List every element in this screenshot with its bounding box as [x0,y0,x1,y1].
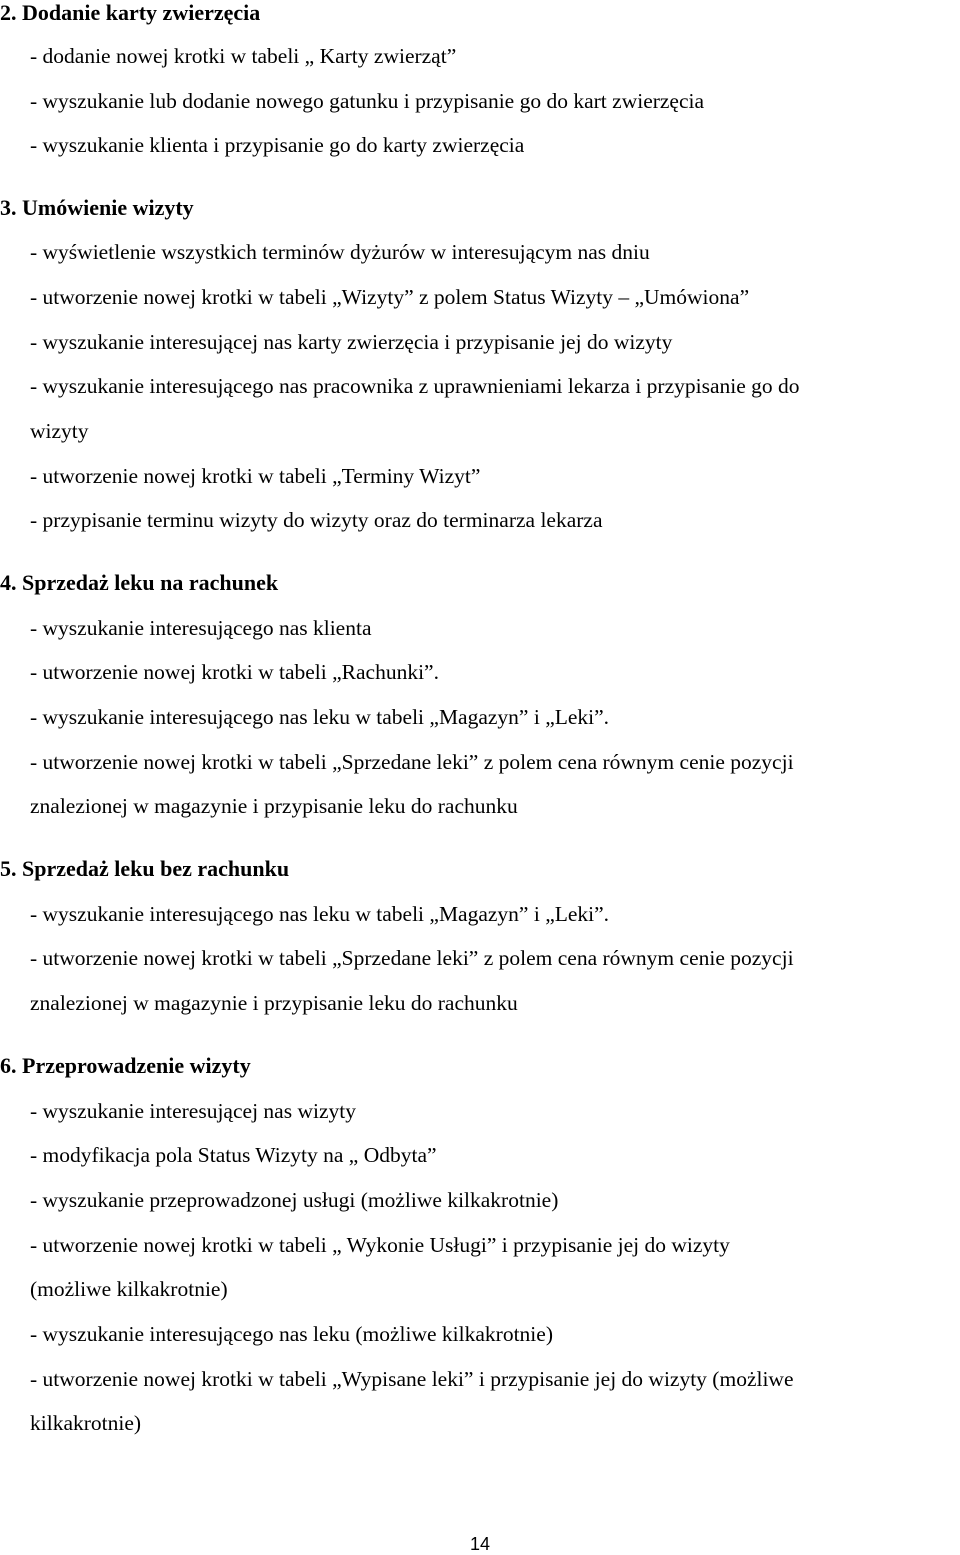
list-item: - utworzenie nowej krotki w tabeli „Sprzedane leki” z polem cena równym cenie pozycji [30,946,794,970]
list-item: - wyszukanie interesującej nas karty zwierzęcia i przypisanie jej do wizyty [30,330,673,354]
list-item: - utworzenie nowej krotki w tabeli „ Wykonie Usługi” i przypisanie jej do wizyty [30,1233,730,1257]
list-item: - wyszukanie lub dodanie nowego gatunku i przypisanie go do kart zwierzęcia [30,89,705,113]
list-item: kilkakrotnie) [30,1411,142,1435]
list-item: - wyszukanie klienta i przypisanie go do karty zwierzęcia [30,133,525,157]
list-item: - utworzenie nowej krotki w tabeli „Sprzedane leki” z polem cena równym cenie pozycji [30,750,794,774]
list-item: - wyszukanie interesującego nas leku (możliwe kilkakrotnie) [30,1322,553,1346]
section-heading: 3. Umówienie wizyty [0,195,194,220]
section-heading: 4. Sprzedaż leku na rachunek [0,570,279,595]
list-item: (możliwe kilkakrotnie) [30,1277,228,1301]
list-item: - utworzenie nowej krotki w tabeli „Rachunki”. [30,660,439,684]
list-item: - wyszukanie interesującego nas leku w tabeli „Magazyn” i „Leki”. [30,705,610,729]
list-item: - wyszukanie przeprowadzonej usługi (możliwe kilkakrotnie) [30,1188,559,1212]
list-item: - modyfikacja pola Status Wizyty na „ Odbyta” [30,1143,437,1167]
list-item: - utworzenie nowej krotki w tabeli „Wypisane leki” i przypisanie jej do wizyty (możliwe [30,1367,794,1391]
list-item: - dodanie nowej krotki w tabeli „ Karty zwierząt” [30,44,457,68]
list-item: - utworzenie nowej krotki w tabeli „Wizyty” z polem Status Wizyty – „Umówiona” [30,285,750,309]
list-item: znalezionej w magazynie i przypisanie leku do rachunku [30,794,518,818]
page-number: 14 [469,1534,491,1554]
list-item: znalezionej w magazynie i przypisanie leku do rachunku [30,991,518,1015]
section-heading: 2. Dodanie karty zwierzęcia [0,0,261,25]
list-item: - wyszukanie interesującej nas wizyty [30,1099,356,1123]
list-item: - wyszukanie interesującego nas pracownika z uprawnieniami lekarza i przypisanie go do [30,374,800,398]
list-item: - wyszukanie interesującego nas klienta [30,616,372,640]
list-item: - wyświetlenie wszystkich terminów dyżurów w interesującym nas dniu [30,240,650,264]
section-heading: 5. Sprzedaż leku bez rachunku [0,856,290,881]
list-item: - utworzenie nowej krotki w tabeli „Terminy Wizyt” [30,464,481,488]
list-item: - przypisanie terminu wizyty do wizyty oraz do terminarza lekarza [30,508,603,532]
list-item: wizyty [30,419,89,443]
section-heading: 6. Przeprowadzenie wizyty [0,1053,251,1078]
list-item: - wyszukanie interesującego nas leku w tabeli „Magazyn” i „Leki”. [30,902,610,926]
